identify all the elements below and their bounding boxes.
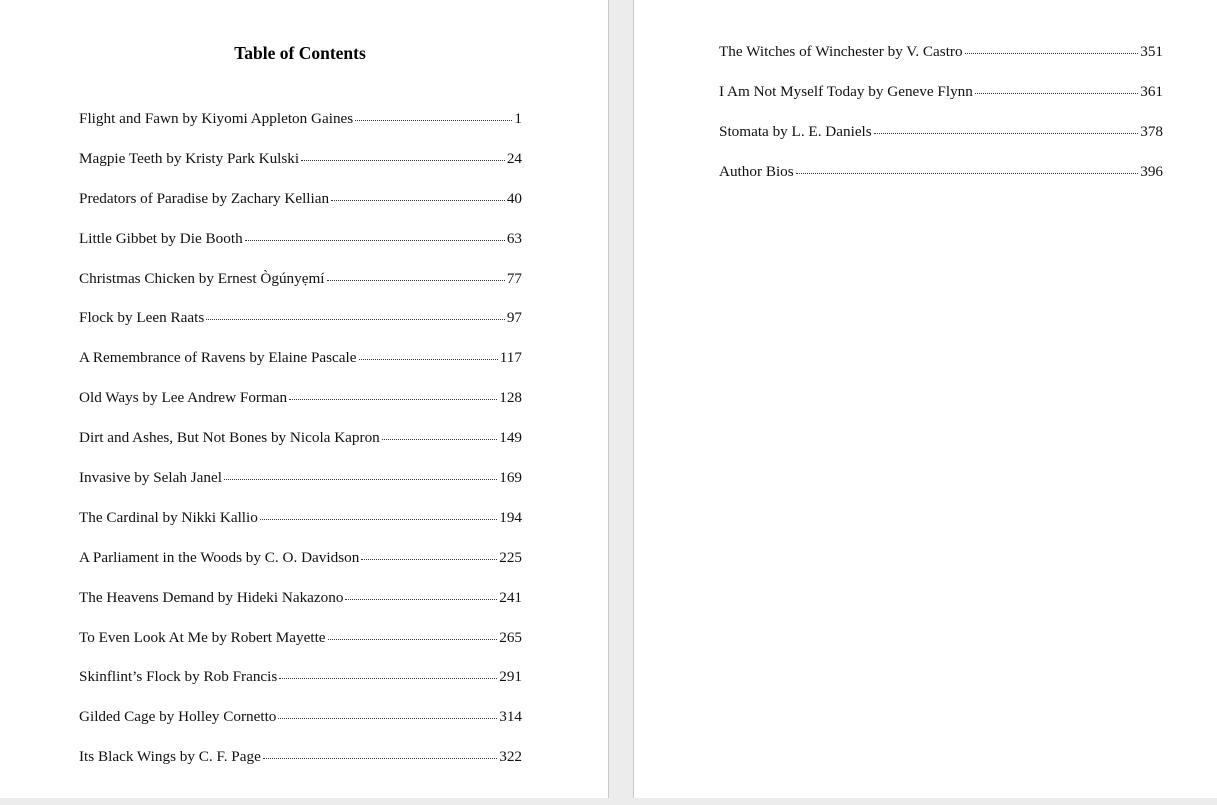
toc-entry-page: 265 [499,628,522,646]
toc-entry-title: Christmas Chicken by Ernest Ògúnyẹmí [79,269,325,287]
toc-entry[interactable] [79,309,522,349]
dot-leader [874,121,1139,134]
toc-entry[interactable] [79,469,522,509]
dot-leader [331,188,505,201]
toc-entry-page: 225 [499,548,522,566]
toc-entry[interactable] [79,270,522,310]
toc-entry[interactable] [79,230,522,270]
toc-entry-page: 24 [506,149,522,167]
toc-entry-title: The Witches of Winchester by V. Castro [719,43,963,60]
toc-list-right [719,43,1163,203]
page-right [633,0,1217,798]
dot-leader [278,706,497,719]
toc-entry-title: A Remembrance of Ravens by Elaine Pascale [79,349,357,367]
toc-entry[interactable] [79,190,522,230]
toc-entry-title: Invasive by Selah Janel [79,469,222,487]
toc-entry-page: 128 [499,389,522,407]
toc-entry-title: Flock by Leen Raats [79,309,205,327]
dot-leader [279,666,497,679]
toc-entry-title: Stomata by L. E. Daniels [719,122,872,140]
toc-entry-title: The Heavens Demand by Hideki Nakazono [79,588,344,606]
toc-entry-title: Old Ways by Lee Andrew Forman [79,389,288,407]
toc-entry-page: 378 [1140,122,1163,140]
toc-entry-page: 396 [1140,162,1163,180]
toc-entry[interactable] [79,110,522,150]
page-left [0,0,609,798]
toc-entry[interactable] [79,549,522,589]
toc-entry-title: Author Bios [719,162,794,180]
toc-entry-page: 194 [499,508,522,526]
toc-entry[interactable] [79,668,522,708]
dot-leader [245,228,505,241]
toc-entry-page: 77 [506,269,522,287]
dot-leader [224,467,497,480]
toc-list-left [79,110,522,788]
toc-entry[interactable] [79,629,522,669]
toc-entry-title: Skinflint’s Flock by Rob Francis [79,668,278,686]
toc-entry-page: 1 [514,110,522,127]
toc-entry-page: 97 [506,309,522,327]
toc-entry[interactable] [719,163,1163,203]
dot-leader [289,387,497,400]
toc-entry[interactable] [79,150,522,190]
toc-entry-title: I Am Not Myself Today by Geneve Flynn [719,82,973,100]
toc-entry-title: Predators of Paradise by Zachary Kellian [79,189,330,207]
toc-entry-page: 322 [499,748,522,766]
toc-entry-title: The Cardinal by Nikki Kallio [79,508,258,526]
toc-entry-page: 361 [1140,82,1163,100]
toc-entry-page: 149 [499,429,522,447]
toc-entry-page: 40 [506,189,522,207]
toc-entry[interactable] [79,748,522,788]
toc-entry[interactable] [719,83,1163,123]
toc-entry-title: A Parliament in the Woods by C. O. Davidson [79,548,360,566]
toc-entry[interactable] [79,349,522,389]
dot-leader [355,108,512,121]
page-title: Table of Contents [234,43,366,63]
toc-entry[interactable] [79,429,522,469]
toc-entry-page: 291 [499,668,522,686]
toc-entry-page: 351 [1140,43,1163,60]
dot-leader [345,587,497,600]
toc-entry-page: 314 [499,708,522,726]
toc-entry-title: Magpie Teeth by Kristy Park Kulski [79,149,300,167]
dot-leader [301,148,505,161]
dot-leader [206,307,505,320]
dot-leader [382,427,497,440]
dot-leader [965,41,1139,54]
dot-leader [361,547,497,560]
toc-entry-page: 63 [506,229,522,247]
toc-entry[interactable] [79,389,522,429]
toc-entry-title: Its Black Wings by C. F. Page [79,748,261,766]
dot-leader [359,347,498,360]
toc-entry-title: Flight and Fawn by Kiyomi Appleton Gaines [79,110,354,127]
toc-entry-page: 169 [499,469,522,487]
toc-entry[interactable] [79,708,522,748]
dot-leader [327,268,505,281]
toc-entry[interactable] [719,123,1163,163]
toc-entry-title: Little Gibbet by Die Booth [79,229,243,247]
toc-entry[interactable] [719,43,1163,83]
dot-leader [328,627,498,640]
dot-leader [260,507,497,520]
toc-entry-title: To Even Look At Me by Robert Mayette [79,628,326,646]
dot-leader [263,746,497,759]
dot-leader [975,81,1138,94]
toc-entry-title: Gilded Cage by Holley Cornetto [79,708,277,726]
toc-entry[interactable] [79,589,522,629]
dot-leader [796,161,1139,174]
toc-entry[interactable] [79,509,522,549]
toc-entry-page: 241 [499,588,522,606]
toc-entry-page: 117 [499,349,522,367]
toc-entry-title: Dirt and Ashes, But Not Bones by Nicola Kapron [79,429,380,447]
